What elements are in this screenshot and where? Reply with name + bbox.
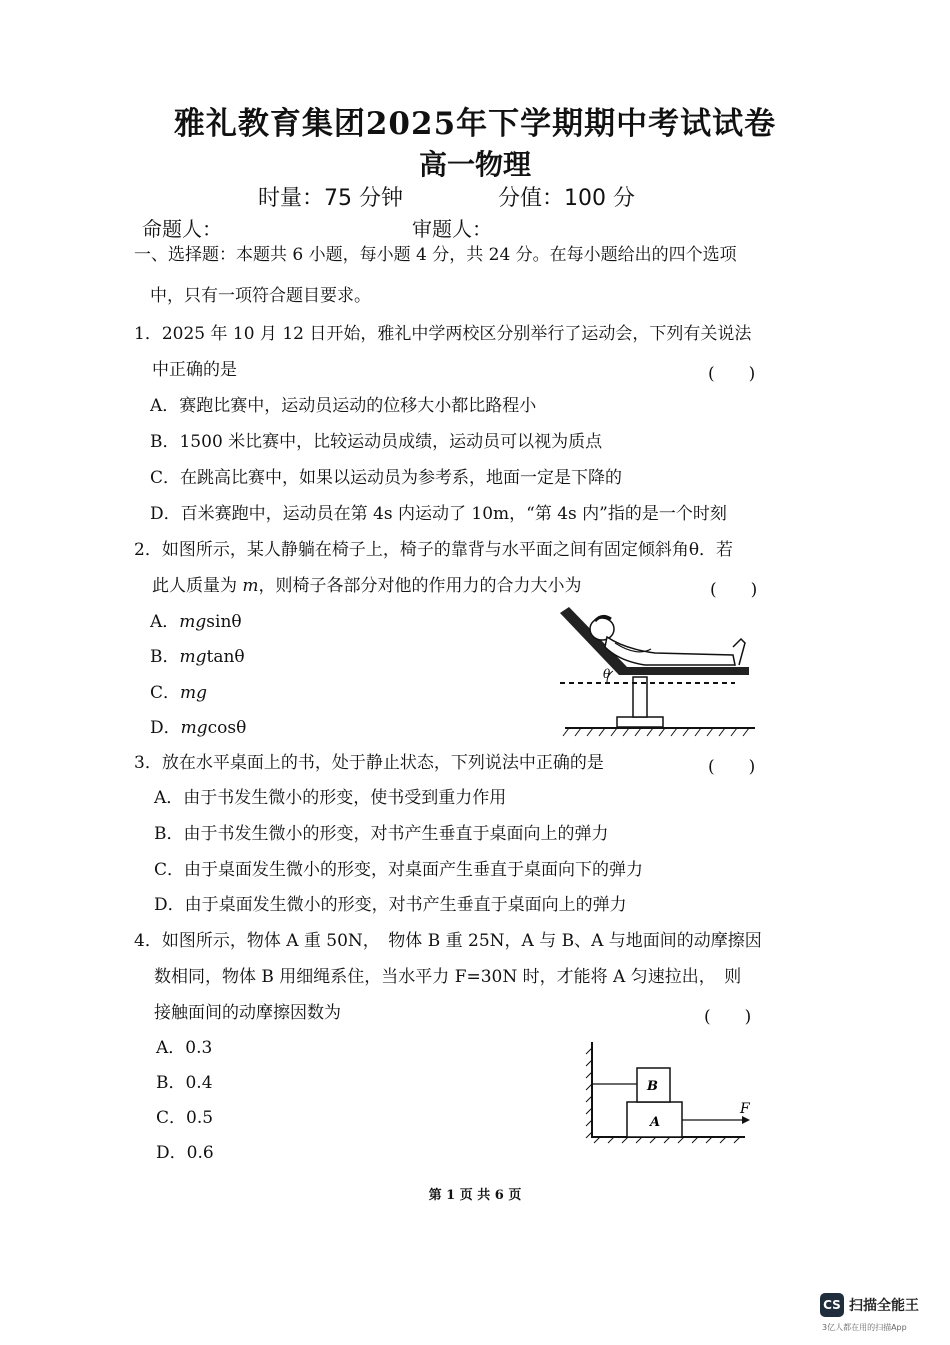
q4-stem-line3: 接触面间的动摩擦因数为	[154, 1003, 341, 1023]
q1-stem-line1: 1．2025 年 10 月 12 日开始，雅礼中学两校区分别举行了运动会，下列有关说法	[134, 324, 752, 344]
q4-force-label: F	[740, 1101, 750, 1117]
exam-title: 雅礼教育集团2025年下学期期中考试试卷	[173, 106, 777, 142]
q4-option-d: D．0.6	[156, 1143, 214, 1163]
q2-chair-figure	[555, 605, 765, 740]
q2-stem-line1: 2．如图所示，某人静躺在椅子上，椅子的靠背与水平面之间有固定倾斜角θ．若	[134, 540, 734, 560]
q2-option-c: C．mg	[150, 683, 208, 703]
q2-stem-line2: 此人质量为 m，则椅子各部分对他的作用力的合力大小为	[152, 576, 582, 596]
section-instructions-line2: 中，只有一项符合题目要求。	[150, 286, 371, 306]
question-setter: 命题人：	[142, 217, 222, 241]
q1-stem-line2: 中正确的是	[152, 360, 237, 380]
camscanner-name: 扫描全能王	[849, 1298, 919, 1314]
q1-option-a: A．赛跑比赛中，运动员运动的位移大小都比路程小	[150, 396, 537, 416]
camscanner-tagline: 3亿人都在用的扫描App	[822, 1323, 907, 1332]
q3-answer-bracket: ( )	[708, 757, 756, 777]
q4-block-a-label: A	[650, 1115, 661, 1130]
q1-option-b: B．1500 米比赛中，比较运动员成绩，运动员可以视为质点	[150, 432, 603, 452]
page-footer: 第 1 页 共 6 页	[428, 1188, 522, 1203]
q2-option-a: A．mgsinθ	[150, 612, 242, 632]
q4-stem-line2: 数相同，物体 B 用细绳系住，当水平力 F=30N 时，才能将 A 匀速拉出， 则	[154, 967, 742, 987]
q2-angle-label: θ	[603, 667, 611, 681]
q3-stem: 3．放在水平桌面上的书，处于静止状态，下列说法中正确的是	[134, 753, 604, 773]
question-reviewer: 审题人：	[412, 217, 492, 241]
q2-answer-bracket: ( )	[710, 580, 758, 600]
q1-option-c: C．在跳高比赛中，如果以运动员为参考系，地面一定是下降的	[150, 468, 623, 488]
q3-option-a: A．由于书发生微小的形变，使书受到重力作用	[154, 788, 507, 808]
q1-option-d: D．百米赛跑中，运动员在第 4s 内运动了 10m，“第 4s 内”指的是一个时刻	[150, 504, 727, 524]
q2-option-b: B．mgtanθ	[150, 647, 245, 667]
q3-option-b: B．由于书发生微小的形变，对书产生垂直于桌面向上的弹力	[154, 824, 609, 844]
q2-option-d: D．mgcosθ	[150, 718, 247, 738]
q3-option-d: D．由于桌面发生微小的形变，对书产生垂直于桌面向上的弹力	[154, 895, 627, 915]
q4-stem-line1: 4．如图所示，物体 A 重 50N， 物体 B 重 25N，A 与 B、A 与地面间的动摩擦因	[134, 931, 762, 951]
q3-option-c: C．由于桌面发生微小的形变，对桌面产生垂直于桌面向下的弹力	[154, 860, 644, 880]
q4-blocks-figure	[580, 1040, 760, 1145]
q4-option-a: A．0.3	[156, 1038, 213, 1058]
exam-subject: 高一物理	[418, 148, 531, 181]
exam-duration: 时量：75 分钟	[258, 186, 403, 211]
q4-block-b-label: B	[647, 1079, 658, 1094]
section-instructions-line1: 一、选择题：本题共 6 小题，每小题 4 分，共 24 分。在每小题给出的四个选项	[134, 245, 737, 265]
q4-answer-bracket: ( )	[704, 1007, 752, 1027]
q4-option-b: B．0.4	[156, 1073, 213, 1093]
exam-score: 分值：100 分	[498, 186, 635, 211]
q4-option-c: C．0.5	[156, 1108, 214, 1128]
q1-answer-bracket: ( )	[708, 364, 756, 384]
camscanner-logo-icon: CS	[820, 1293, 844, 1317]
